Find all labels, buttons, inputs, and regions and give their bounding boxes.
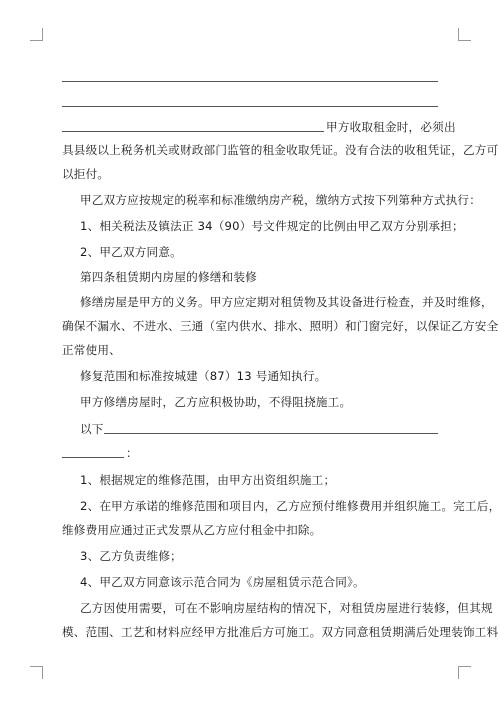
text-line-17: 维修费用应通过正式发票从乙方应付租金中扣除。 bbox=[62, 523, 322, 537]
text-line-3: 以拒付。 bbox=[62, 167, 110, 181]
text-line-19: 4、甲乙双方同意该示范合同为《房屋租赁示范合同》。 bbox=[80, 575, 365, 589]
blank-line-2 bbox=[62, 106, 438, 107]
text-line-8: 修缮房屋是甲方的义务。甲方应定期对租赁物及其设备进行检查，并及时维修， bbox=[80, 295, 493, 309]
section-heading: 第四条租赁期内房屋的修缮和装修 bbox=[80, 270, 257, 284]
text-line-15: 1、根据规定的维修范围，由甲方出资组织施工； bbox=[80, 473, 336, 487]
crop-mark-bottom-right bbox=[458, 666, 471, 679]
crop-mark-bottom-left bbox=[30, 666, 43, 679]
text-line-9: 确保不漏水、不进水、三通（室内供水、排水、照明）和门窗完好，以保证乙方安全 bbox=[62, 319, 499, 333]
text-line-2: 具县级以上税务机关或财政部门监管的租金收取凭证。没有合法的收租凭证，乙方可 bbox=[62, 143, 499, 157]
blank-line-4 bbox=[104, 433, 438, 434]
crop-mark-top-left bbox=[30, 28, 43, 41]
text-line-4: 甲乙双方应按规定的税率和标准缴纳房产税，缴纳方式按下列第种方式执行： bbox=[80, 193, 481, 207]
text-line-21: 模、范围、工艺和材料应经甲方批准后方可施工。双方同意租赁期满后处理装饰工料 bbox=[62, 625, 499, 639]
text-line-13: 以下 bbox=[80, 422, 104, 436]
text-line-10: 正常使用、 bbox=[62, 343, 121, 357]
text-line-1: 甲方收取租金时，必须出 bbox=[326, 120, 456, 134]
text-line-6: 2、甲乙双方同意。 bbox=[80, 245, 182, 259]
text-line-11: 修复范围和标准按城建（87）13 号通知执行。 bbox=[80, 369, 327, 383]
text-line-16: 2、在甲方承诺的维修范围和项目内，乙方应预付维修费用并组织施工。完工后， bbox=[80, 499, 500, 513]
crop-mark-top-right bbox=[458, 28, 471, 41]
text-line-18: 3、乙方负责维修； bbox=[80, 549, 182, 563]
text-line-14: ： bbox=[126, 446, 138, 460]
text-line-20: 乙方因使用需要，可在不影响房屋结构的情况下，对租赁房屋进行装修，但其规 bbox=[80, 601, 493, 615]
blank-line-3 bbox=[62, 131, 324, 132]
blank-line-1 bbox=[62, 81, 438, 82]
text-line-12: 甲方修缮房屋时，乙方应积极协助，不得阻挠施工。 bbox=[80, 395, 352, 409]
blank-line-5 bbox=[62, 457, 124, 458]
text-line-5: 1、相关税法及镇法正 34（90）号文件规定的比例由甲乙双方分别承担； bbox=[80, 219, 464, 233]
